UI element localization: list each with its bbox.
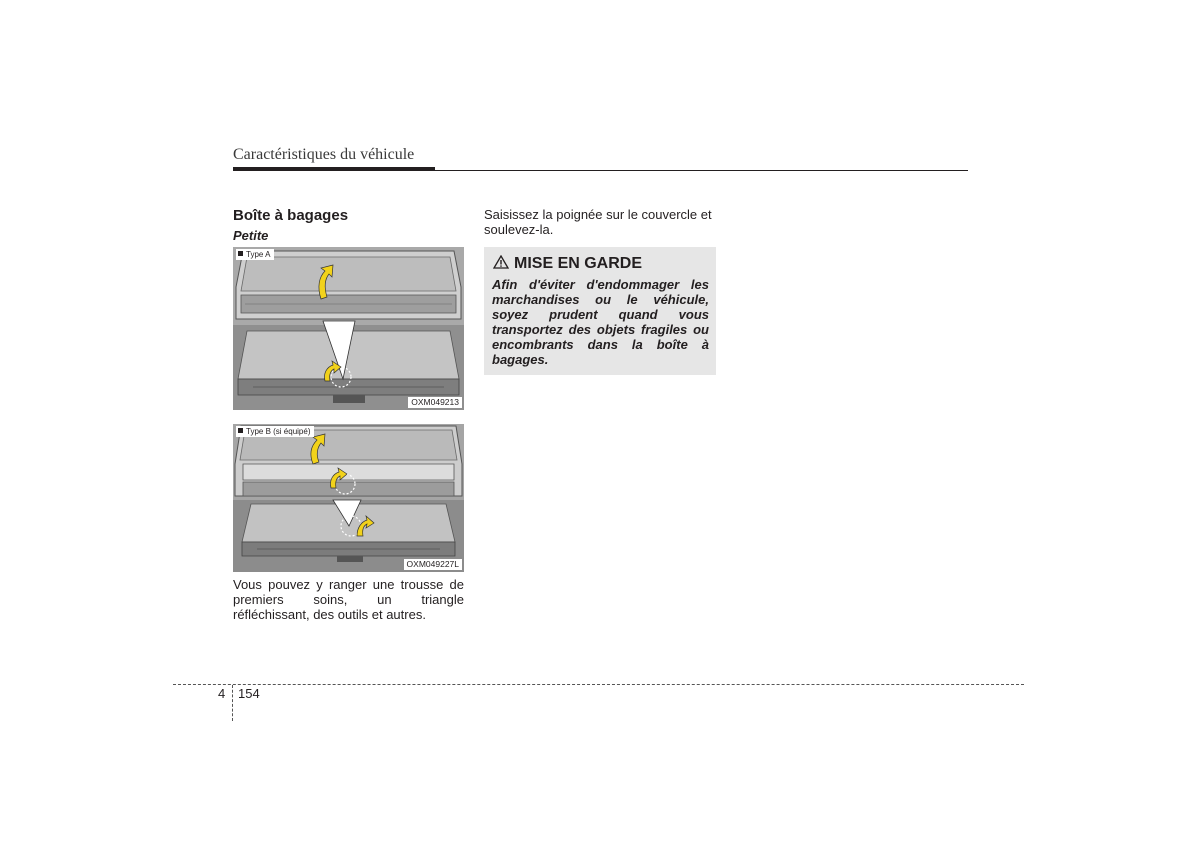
figure-code: OXM049213 [408, 397, 462, 408]
chapter-number: 4 [218, 686, 226, 701]
body-paragraph: Vous pouvez y ranger une trousse de premiers soins, un triangle réfléchissant, des outils et autres. [233, 577, 464, 622]
figure-label: Type A [236, 249, 274, 260]
figure-label: Type B (si équipé) [236, 426, 314, 437]
footer-vertical-divider [232, 685, 233, 721]
bullet-square-icon [238, 251, 243, 256]
figure-type-a [233, 247, 464, 410]
instruction-paragraph: Saisissez la poignée sur le couvercle et soulevez-la. [484, 207, 712, 237]
figure-code: OXM049227L [404, 559, 462, 570]
page-number: 154 [238, 686, 260, 701]
footer-divider [173, 684, 1024, 685]
page-header-title: Caractéristiques du véhicule [233, 146, 415, 163]
cargo-box-type-b-illustration [233, 424, 464, 572]
warning-body: Afin d'éviter d'endommager les marchandises ou le véhicule, soyez prudent quand vous transportez des objets fragiles ou encombrants dans la boîte à bagages. [492, 277, 709, 367]
section-subheading: Petite [233, 228, 269, 243]
bullet-square-icon [238, 428, 243, 433]
warning-box [484, 247, 716, 375]
header-rule-thick [233, 167, 435, 171]
cargo-box-type-a-illustration [233, 247, 464, 410]
figure-type-b [233, 424, 464, 572]
header-rule-thin [435, 170, 968, 171]
warning-triangle-icon [493, 255, 509, 269]
warning-title: MISE EN GARDE [493, 255, 642, 273]
section-heading: Boîte à bagages [233, 207, 349, 224]
